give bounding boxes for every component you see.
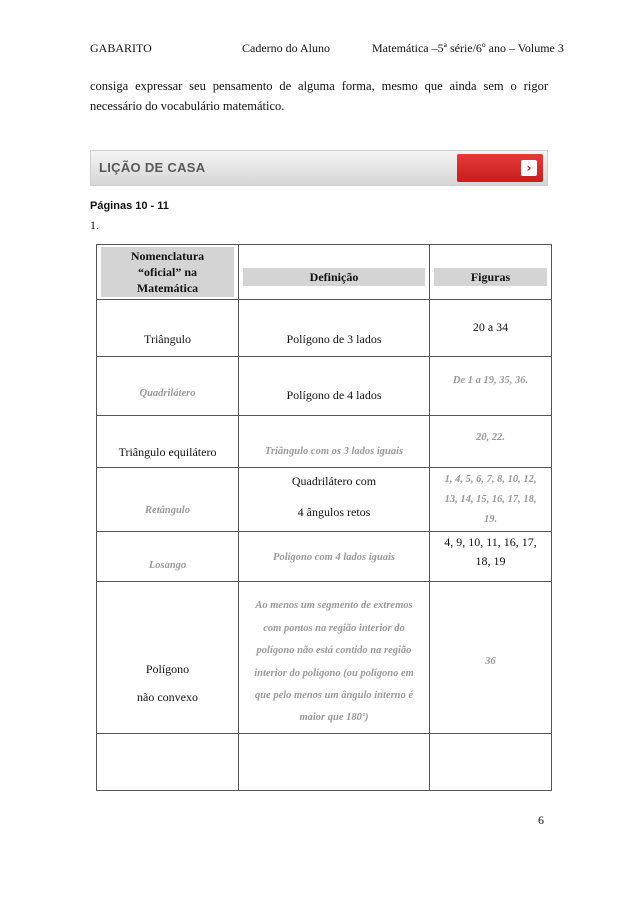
row-def-line2: com pontos na região interior do	[263, 623, 405, 634]
row-def-line2: 4 ângulos retos	[297, 505, 371, 519]
header-definicao: Definição	[239, 245, 430, 300]
banner-red-tab	[457, 154, 543, 182]
row-def-line1: Ao menos um segmento de extremos	[255, 600, 413, 611]
header-nomenclatura-line2: “oficial” na	[138, 265, 197, 279]
row-def-line6: maior que 180º)	[299, 712, 369, 723]
table-row	[97, 532, 552, 582]
header-right: Matemática –5ª série/6º ano – Volume 3	[372, 41, 564, 55]
row-fig-line3: 19.	[483, 514, 498, 525]
header-nomenclatura-line1: Nomenclatura	[130, 249, 205, 263]
header-nomenclatura-line3: Matemática	[136, 281, 199, 295]
banner-title: LIÇÃO DE CASA	[99, 160, 206, 175]
row-fig-line1: 1, 4, 5, 6, 7, 8, 10, 12,	[444, 474, 537, 485]
row-fig-line2: 13, 14, 15, 16, 17, 18,	[444, 494, 537, 505]
row-nome: Triângulo	[144, 332, 191, 346]
intro-paragraph: consiga expressar seu pensamento de alguma forma, mesmo que ainda sem o rigor necessário do vocabulário matemático.	[90, 79, 548, 113]
header-figuras: Figuras	[430, 245, 552, 300]
question-number: 1.	[90, 218, 99, 232]
table-row-empty	[97, 734, 552, 791]
answer-table	[96, 244, 552, 791]
row-fig-line1: 4, 9, 10, 11, 16, 17,	[444, 535, 537, 549]
page-number: 6	[538, 813, 544, 827]
header-center: Caderno do Aluno	[242, 41, 330, 55]
header-left: GABARITO	[90, 41, 152, 55]
table-row	[97, 300, 552, 357]
row-nome: Retângulo	[145, 505, 190, 516]
row-def-line5: que pelo menos um ângulo interno é	[254, 690, 414, 701]
row-def-line4: interior do polígono (ou polígono em	[254, 668, 414, 679]
pages-label: Páginas 10 - 11	[90, 200, 169, 212]
table-row	[97, 357, 552, 416]
row-fig: 36	[485, 656, 496, 667]
table-header-row	[97, 245, 552, 300]
row-def: Triângulo com os 3 lados iguais	[264, 446, 404, 457]
row-nome: Losango	[148, 560, 187, 571]
chevron-right-icon: ›	[521, 160, 537, 176]
row-def: Polígono com 4 lados iguais	[273, 552, 395, 563]
header-nomenclatura	[97, 245, 239, 300]
row-fig-line2: 18, 19	[475, 554, 506, 568]
table-row	[97, 468, 552, 532]
row-def-line1: Quadrilátero com	[291, 474, 377, 488]
row-nome-line2: não convexo	[137, 690, 198, 704]
table-row	[97, 582, 552, 734]
row-def: Polígono de 3 lados	[286, 332, 382, 346]
table-row	[97, 416, 552, 468]
row-fig: De 1 a 19, 35, 36.	[452, 375, 529, 386]
row-def: Polígono de 4 lados	[286, 388, 382, 402]
licao-de-casa-banner	[90, 150, 548, 186]
row-nome-line1: Polígono	[145, 662, 190, 676]
row-def-line3: polígono não está contido na região	[256, 645, 412, 656]
row-fig: 20, 22.	[476, 432, 505, 443]
row-nome: Quadrilátero	[139, 388, 196, 399]
row-nome: Triângulo equilátero	[118, 445, 217, 459]
row-fig: 20 a 34	[472, 320, 509, 334]
